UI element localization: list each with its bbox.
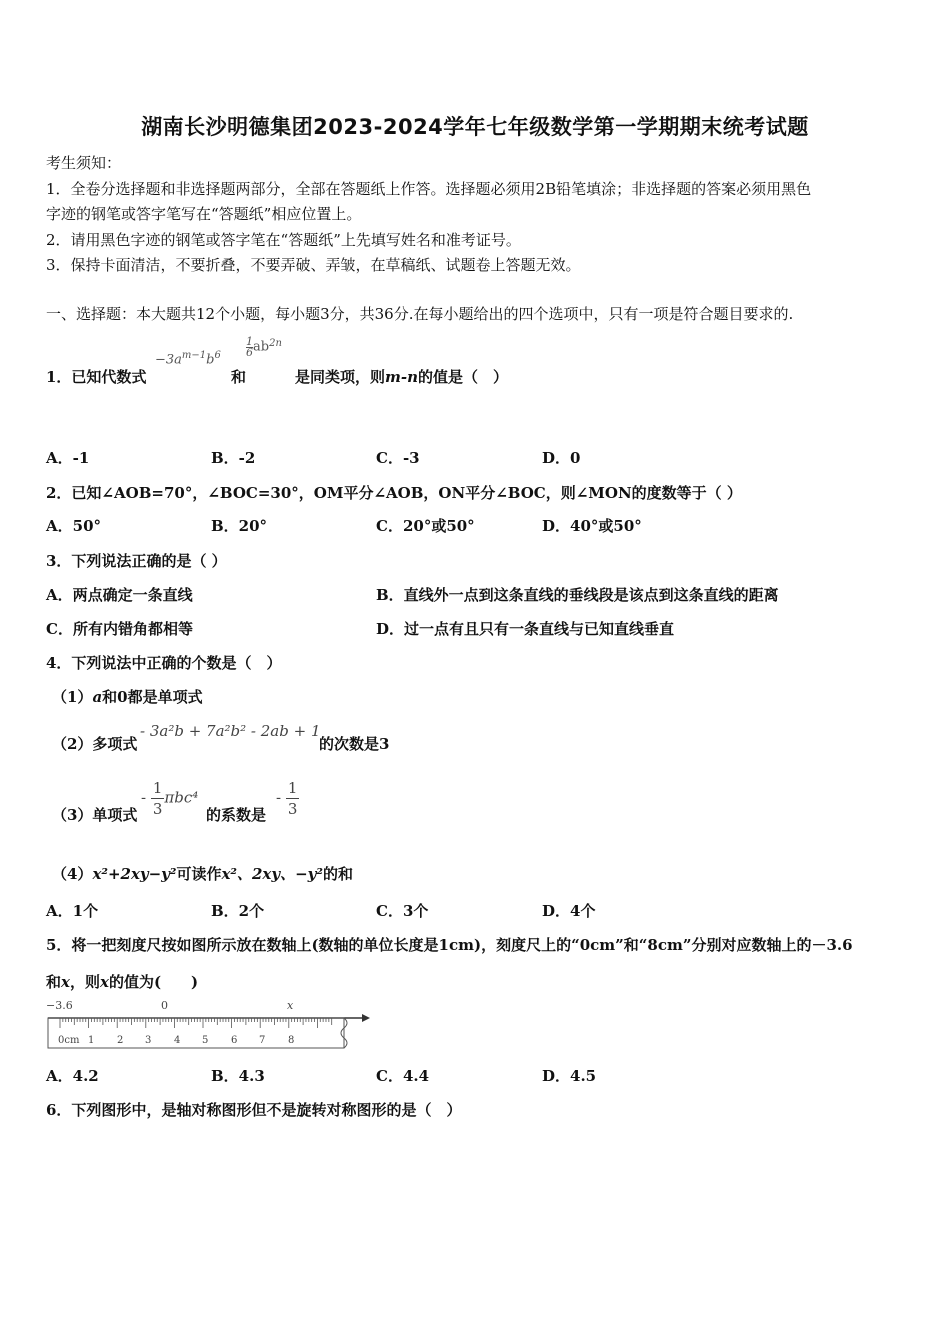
question-3: 3．下列说法正确的是（ ）: [46, 552, 227, 570]
notice-line-1b: 字迹的钢笔或答字笔写在“答题纸”相应位置上。: [46, 205, 362, 223]
ruler-label-5: 5: [202, 1035, 209, 1046]
q3-option-b[interactable]: B．直线外一点到这条直线的垂线段是该点到这条直线的距离: [376, 586, 779, 604]
q5-option-b[interactable]: B．4.3: [211, 1067, 265, 1085]
q4-option-d[interactable]: D．4个: [542, 902, 596, 920]
q4-monomial: - $\frac{1}{3}$ πbc⁴: [141, 779, 199, 818]
ruler-ticks: [60, 1018, 332, 1028]
q3-option-a[interactable]: A．两点确定一条直线: [46, 586, 193, 604]
question-6: 6．下列图形中，是轴对称图形但不是旋转对称图形的是（ ）: [46, 1101, 462, 1119]
q4-option-c[interactable]: C．3个: [376, 902, 429, 920]
question-5-line-2: 和x，则x的值为( ): [46, 973, 199, 991]
q5-option-a[interactable]: A．4.2: [46, 1067, 99, 1085]
question-4: 4．下列说法中正确的个数是（ ）: [46, 654, 282, 672]
q4-statement-2-suffix: 的次数是3: [319, 735, 390, 753]
q1-prefix: 1．已知代数式: [46, 368, 147, 386]
ruler-label-8: 8: [288, 1035, 295, 1046]
q2-option-c[interactable]: C．20°或50°: [376, 517, 475, 535]
q1-option-d[interactable]: D．0: [542, 449, 581, 467]
section-heading: 一、选择题：本大题共12个小题，每小题3分，共36分.在每小题给出的四个选项中，只有一项是符合题目要求的.: [46, 305, 794, 323]
q1-and: 和: [231, 368, 247, 386]
q4-option-a[interactable]: A．1个: [46, 902, 99, 920]
q4-statement-2: （2）多项式: [52, 735, 138, 753]
q3-option-c[interactable]: C．所有内错角都相等: [46, 620, 193, 638]
q4-statement-3: （3）单项式: [52, 806, 138, 824]
axis-label-x: x: [287, 999, 294, 1012]
q2-option-b[interactable]: B．20°: [211, 517, 268, 535]
q1-suffix: 是同类项，则m-n的值是（ ）: [295, 368, 509, 386]
ruler-label-7: 7: [259, 1035, 266, 1046]
q4-option-b[interactable]: B．2个: [211, 902, 265, 920]
q4-polynomial: - 3a²b + 7a²b² - 2ab + 1: [140, 722, 321, 740]
q5-option-c[interactable]: C．4.4: [376, 1067, 430, 1085]
notice-heading: 考生须知：: [46, 154, 122, 172]
ruler-label-1: 1: [88, 1035, 95, 1046]
question-2: 2．已知∠AOB=70°，∠BOC=30°，OM平分∠AOB，ON平分∠BOC，则∠MON的度数等于（ ）: [46, 484, 742, 502]
q1-expression-1: $-3a^{m-1}b^6$: [155, 350, 221, 368]
q4-coefficient: - $\frac{1}{3}$: [276, 779, 298, 818]
q3-option-d[interactable]: D．过一点有且只有一条直线与已知直线垂直: [376, 620, 675, 638]
q1-option-b[interactable]: B．-2: [211, 449, 256, 467]
axis-label-neg36: −3.6: [46, 999, 73, 1012]
q4-statement-3-mid: 的系数是: [206, 806, 267, 824]
page-title: 湖南长沙明德集团2023-2024学年七年级数学第一学期期末统考试题: [141, 115, 809, 139]
q5-option-d[interactable]: D．4.5: [542, 1067, 597, 1085]
q4-statement-1: （1）a和0都是单项式: [52, 688, 203, 706]
ruler-label-0cm: 0cm: [58, 1035, 80, 1046]
axis-arrow: [362, 1014, 370, 1022]
ruler-label-2: 2: [117, 1035, 124, 1046]
q1-expression-2: $\frac{1}{6}$ $ab^{2n}$: [246, 335, 282, 359]
q2-option-d[interactable]: D．40°或50°: [542, 517, 642, 535]
notice-line-3: 3．保持卡面清洁，不要折叠，不要弄破、弄皱，在草稿纸、试题卷上答题无效。: [46, 256, 581, 274]
q1-option-a[interactable]: A．-1: [46, 449, 90, 467]
q2-option-a[interactable]: A．50°: [46, 517, 102, 535]
q1-option-c[interactable]: C．-3: [376, 449, 420, 467]
ruler-label-3: 3: [145, 1035, 152, 1046]
notice-line-1a: 1．全卷分选择题和非选择题两部分，全部在答题纸上作答。选择题必须用2B铅笔填涂；非选择题的答案必须用黑色: [46, 180, 812, 198]
q4-statement-4: （4）x²+2xy−y²可读作x²、2xy、−y²的和: [52, 865, 353, 883]
question-1: [46, 366, 146, 387]
axis-label-zero: 0: [161, 999, 168, 1012]
ruler-label-6: 6: [231, 1035, 238, 1046]
question-5-line-1: 5．将一把刻度尺按如图所示放在数轴上(数轴的单位长度是1cm)，刻度尺上的“0cm”和“8cm”分别对应数轴上的－3.6: [46, 936, 853, 954]
ruler-figure: [44, 996, 374, 1056]
ruler-label-4: 4: [174, 1035, 181, 1046]
notice-line-2: 2．请用黑色字迹的钢笔或答字笔在“答题纸”上先填写姓名和准考证号。: [46, 231, 521, 249]
